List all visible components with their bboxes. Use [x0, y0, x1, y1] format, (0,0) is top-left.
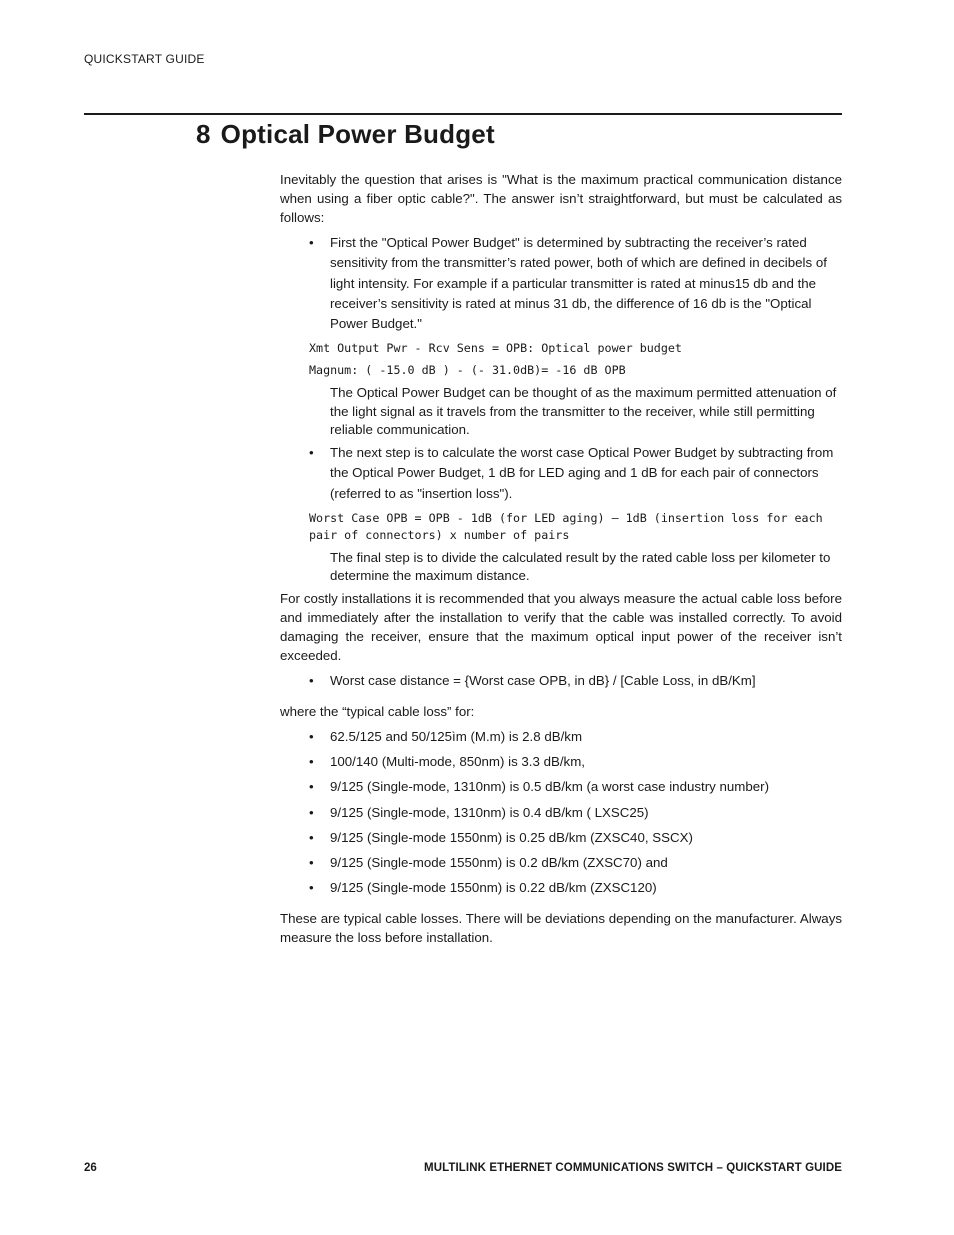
formula-opb: Xmt Output Pwr - Rcv Sens = OPB: Optical power budget — [309, 341, 682, 356]
cable-loss-item: • 9/125 (Single-mode 1550nm) is 0.25 dB/km (ZXSC40, SSCX) — [330, 828, 842, 848]
step1-list — [280, 233, 842, 334]
section-number: 8 — [196, 119, 211, 149]
step2-bullet: • The next step is to calculate the worst case Optical Power Budget by subtracting from the Optical Power Budget, 1 dB for LED aging and 1 dB for each pair of connectors (referred to as "insertion loss"). — [330, 443, 842, 504]
step1-bullet: • First the "Optical Power Budget" is determined by subtracting the receiver’s rated sensitivity from the transmitter’s rated power, both of which are defined in decibels of light intensity. For example if a particular transmitter is rated at minus15 db and the receiver’s sensitivity is rated at minus 31 db, the difference of 16 db is the "Optical Power Budget." — [330, 233, 842, 334]
closing-paragraph: These are typical cable losses. There will be deviations depending on the manufacturer. Always measure the loss before installation. — [280, 910, 842, 945]
cable-loss-item: • 9/125 (Single-mode, 1310nm) is 0.4 dB/km ( LXSC25) — [330, 803, 842, 823]
formula-worst-case: Worst Case OPB = OPB - 1dB (for LED aging) – 1dB (insertion loss for each pair of connectors) x number of pairs — [309, 510, 823, 542]
intro-paragraph: Inevitably the question that arises is "What is the maximum practical communication distance when using a fiber optic cable?". The answer isn’t straightforward, but must be calculated as follows: — [280, 172, 842, 225]
step3-note: The final step is to divide the calculated result by the rated cable loss per kilometer to determine the maximum distance. — [330, 549, 831, 584]
step2-list — [280, 443, 842, 504]
header-rule — [84, 113, 842, 115]
section-title — [196, 119, 495, 150]
worst-case-list — [280, 671, 842, 691]
section-title-text: Optical Power Budget — [220, 119, 495, 149]
formula-magnum: Magnum: ( -15.0 dB ) - (- 31.0dB)= -16 dB OPB — [309, 363, 626, 378]
cable-loss-item: • 62.5/125 and 50/125ìm (M.m) is 2.8 dB/km — [330, 727, 842, 747]
where-paragraph: where the “typical cable loss” for: — [280, 703, 475, 719]
cable-loss-item: • 9/125 (Single-mode 1550nm) is 0.22 dB/km (ZXSC120) — [330, 878, 842, 898]
cable-loss-item: • 9/125 (Single-mode 1550nm) is 0.2 dB/km (ZXSC70) and — [330, 853, 842, 873]
worst-case-bullet: • Worst case distance = {Worst case OPB, in dB} / [Cable Loss, in dB/Km] — [330, 671, 842, 691]
step1-note: The Optical Power Budget can be thought of as the maximum permitted attenuation of the light signal as it travels from the transmitter to the receiver, while still permitting reliable communication. — [330, 385, 837, 437]
cable-loss-item: • 9/125 (Single-mode, 1310nm) is 0.5 dB/km (a worst case industry number) — [330, 777, 842, 797]
costly-paragraph: For costly installations it is recommended that you always measure the actual cable loss before and immediately after the installation to verify that the cable was installed correctly. To avoid damaging the receiver, ensure that the maximum optical input power of the receiver isn’t exceeded. — [280, 591, 842, 664]
cable-loss-list — [280, 727, 842, 899]
section-body — [280, 170, 842, 953]
running-footer: MULTILINK ETHERNET COMMUNICATIONS SWITCH – QUICKSTART GUIDE — [424, 1162, 842, 1174]
cable-loss-item: • 100/140 (Multi-mode, 850nm) is 3.3 dB/km, — [330, 752, 842, 772]
running-header: QUICKSTART GUIDE — [84, 52, 205, 66]
page-number: 26 — [84, 1162, 97, 1174]
